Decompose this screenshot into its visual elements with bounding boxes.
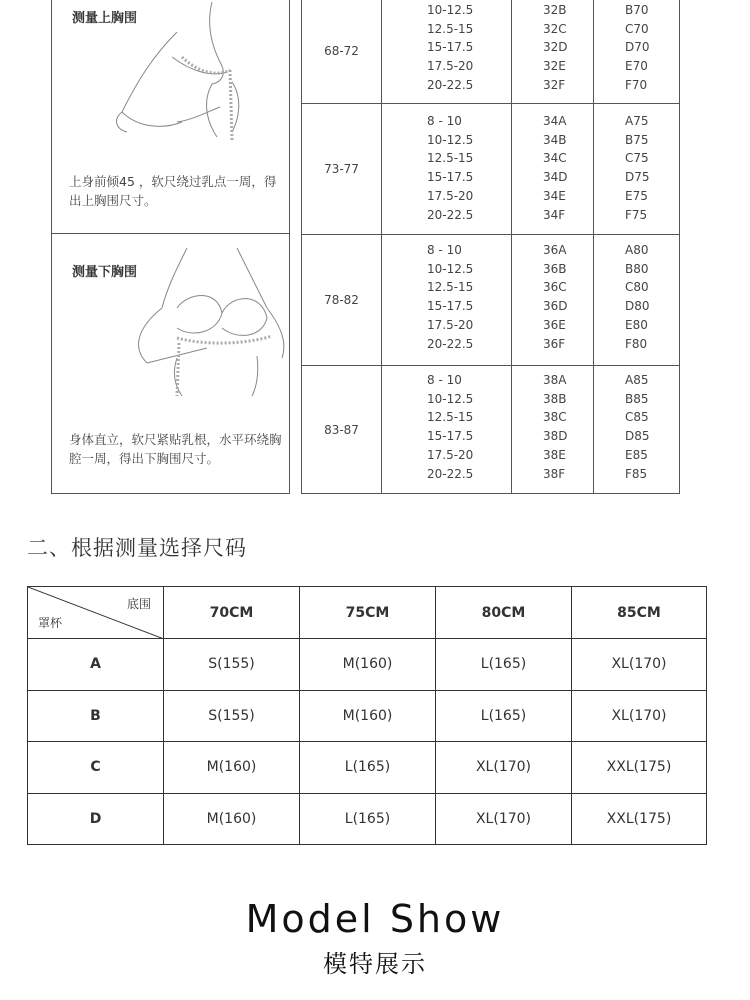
- table-header-row: [28, 587, 707, 639]
- section-heading: 二、根据测量选择尺码: [27, 536, 247, 560]
- size-row: [381, 149, 681, 168]
- size-row: [381, 241, 681, 260]
- measurement-guide: [51, 0, 680, 494]
- size-cell: XL(170): [436, 742, 572, 794]
- eu-size-cell: B85: [625, 391, 649, 406]
- difference-cell: 8 - 10: [427, 243, 462, 257]
- difference-cell: 17.5-20: [427, 188, 474, 203]
- us-size-cell: 32E: [543, 59, 566, 74]
- size-row: [381, 187, 681, 206]
- us-size-cell: 38F: [543, 466, 566, 481]
- size-group: [302, 104, 679, 235]
- size-row: [381, 20, 681, 39]
- cup-label: D: [28, 793, 164, 845]
- size-cell: XL(170): [436, 793, 572, 845]
- table-row: [28, 793, 707, 845]
- size-cell: XL(170): [572, 639, 707, 691]
- difference-cell: 12.5-15: [427, 151, 474, 166]
- size-row: [381, 57, 681, 76]
- difference-cell: 20-22.5: [427, 336, 474, 351]
- eu-size-cell: A85: [625, 373, 649, 387]
- size-cell: L(165): [300, 742, 436, 794]
- size-group: [302, 366, 679, 494]
- us-size-cell: 34D: [543, 170, 568, 185]
- eu-size-cell: C85: [625, 410, 649, 425]
- us-size-cell: 36A: [543, 243, 567, 257]
- cup-label: C: [28, 742, 164, 794]
- size-cell: L(165): [436, 690, 572, 742]
- size-row: [381, 316, 681, 335]
- size-cell: L(165): [436, 639, 572, 691]
- difference-cell: 10-12.5: [427, 3, 474, 17]
- size-row: [381, 371, 681, 390]
- column-header: 85CM: [572, 587, 707, 639]
- cup-label: A: [28, 639, 164, 691]
- underbust-range: 73-77: [324, 162, 359, 176]
- eu-size-cell: D80: [625, 299, 650, 314]
- eu-size-cell: C80: [625, 280, 649, 295]
- size-row: [381, 408, 681, 427]
- difference-cell: 10-12.5: [427, 391, 474, 406]
- table-row: [28, 742, 707, 794]
- table-row: [28, 639, 707, 691]
- eu-size-cell: C75: [625, 151, 649, 166]
- size-cell: S(155): [164, 639, 300, 691]
- difference-cell: 15-17.5: [427, 299, 474, 314]
- lower-bust-illustration: [107, 248, 307, 398]
- difference-cell: 8 - 10: [427, 114, 462, 128]
- eu-size-cell: C70: [625, 21, 649, 36]
- eu-size-cell: E80: [625, 317, 648, 332]
- column-header: 80CM: [436, 587, 572, 639]
- us-size-cell: 32C: [543, 21, 567, 36]
- upper-bust-illustration: [82, 2, 282, 142]
- us-size-cell: 32F: [543, 77, 566, 92]
- size-row: [381, 278, 681, 297]
- cup-label: B: [28, 690, 164, 742]
- size-row: [381, 168, 681, 187]
- size-cell: M(160): [300, 690, 436, 742]
- corner-label-cup: 罩杯: [38, 616, 63, 630]
- size-row: [381, 260, 681, 279]
- table-corner-cell: [28, 587, 164, 639]
- eu-size-cell: E70: [625, 59, 648, 74]
- upper-bust-title: 测量上胸围: [72, 11, 138, 26]
- us-size-cell: 36F: [543, 336, 566, 351]
- eu-size-cell: D70: [625, 40, 650, 55]
- difference-cell: 20-22.5: [427, 207, 474, 222]
- size-row: [381, 390, 681, 409]
- size-group: [302, 235, 679, 366]
- eu-size-cell: B70: [625, 3, 649, 17]
- us-size-cell: 38C: [543, 410, 567, 425]
- size-cell: XXL(175): [572, 742, 707, 794]
- eu-size-cell: B75: [625, 132, 649, 147]
- difference-cell: 15-17.5: [427, 429, 474, 444]
- difference-cell: 17.5-20: [427, 447, 474, 462]
- us-size-cell: 36C: [543, 280, 567, 295]
- eu-size-cell: E85: [625, 447, 648, 462]
- eu-size-cell: D85: [625, 429, 650, 444]
- size-cell: M(160): [300, 639, 436, 691]
- size-group: [302, 0, 679, 104]
- size-row: [381, 1, 681, 20]
- size-row: [381, 335, 681, 354]
- eu-size-cell: F75: [625, 207, 648, 222]
- size-cell: L(165): [300, 793, 436, 845]
- model-show-title: Model Show: [245, 897, 505, 941]
- us-size-cell: 38D: [543, 429, 568, 444]
- difference-cell: 12.5-15: [427, 21, 474, 36]
- table-row: [28, 690, 707, 742]
- size-row: [381, 465, 681, 484]
- difference-cell: 15-17.5: [427, 40, 474, 55]
- difference-cell: 12.5-15: [427, 410, 474, 425]
- lower-bust-title: 测量下胸围: [72, 265, 138, 280]
- lower-bust-panel: [51, 233, 290, 494]
- us-size-cell: 38E: [543, 447, 566, 462]
- size-row: [381, 131, 681, 150]
- size-cell: M(160): [164, 742, 300, 794]
- difference-cell: 10-12.5: [427, 132, 474, 147]
- size-row: [381, 38, 681, 57]
- lower-bust-description: 身体直立，软尺紧贴乳根，水平环绕胸腔一周，得出下胸围尺寸。: [69, 432, 282, 466]
- eu-size-cell: F80: [625, 336, 648, 351]
- corner-label-underbust: 底围: [126, 597, 151, 611]
- model-show-subtitle: 模特展示: [323, 950, 427, 978]
- difference-cell: 15-17.5: [427, 170, 474, 185]
- us-size-cell: 32B: [543, 3, 567, 17]
- eu-size-cell: A80: [625, 243, 649, 257]
- size-row: [381, 112, 681, 131]
- eu-size-cell: F70: [625, 77, 648, 92]
- size-cell: XXL(175): [572, 793, 707, 845]
- size-conversion-grid: [301, 0, 680, 494]
- us-size-cell: 36E: [543, 317, 566, 332]
- upper-bust-panel: [51, 0, 290, 234]
- eu-size-cell: B80: [625, 261, 649, 276]
- size-cell: XL(170): [572, 690, 707, 742]
- us-size-cell: 38B: [543, 391, 567, 406]
- us-size-cell: 36D: [543, 299, 568, 314]
- size-cell: S(155): [164, 690, 300, 742]
- us-size-cell: 34B: [543, 132, 567, 147]
- eu-size-cell: E75: [625, 188, 648, 203]
- us-size-cell: 34F: [543, 207, 566, 222]
- us-size-cell: 32D: [543, 40, 568, 55]
- size-selection-table: [27, 586, 707, 845]
- size-row: [381, 297, 681, 316]
- us-size-cell: 34E: [543, 188, 566, 203]
- difference-cell: 8 - 10: [427, 373, 462, 387]
- difference-cell: 10-12.5: [427, 261, 474, 276]
- eu-size-cell: F85: [625, 466, 648, 481]
- us-size-cell: 36B: [543, 261, 567, 276]
- eu-size-cell: A75: [625, 114, 649, 128]
- underbust-range: 78-82: [324, 293, 359, 307]
- difference-cell: 12.5-15: [427, 280, 474, 295]
- us-size-cell: 34A: [543, 114, 567, 128]
- difference-cell: 17.5-20: [427, 59, 474, 74]
- size-cell: M(160): [164, 793, 300, 845]
- upper-bust-description: 上身前倾45 ，软尺绕过乳点一周，得出上胸围尺寸。: [69, 174, 277, 208]
- difference-cell: 20-22.5: [427, 77, 474, 92]
- eu-size-cell: D75: [625, 170, 650, 185]
- size-row: [381, 76, 681, 95]
- us-size-cell: 34C: [543, 151, 567, 166]
- underbust-range: 68-72: [324, 43, 359, 58]
- size-row: [381, 427, 681, 446]
- us-size-cell: 38A: [543, 373, 567, 387]
- size-row: [381, 206, 681, 225]
- column-header: 75CM: [300, 587, 436, 639]
- size-row: [381, 446, 681, 465]
- underbust-range: 83-87: [324, 423, 359, 437]
- difference-cell: 17.5-20: [427, 317, 474, 332]
- column-header: 70CM: [164, 587, 300, 639]
- difference-cell: 20-22.5: [427, 466, 474, 481]
